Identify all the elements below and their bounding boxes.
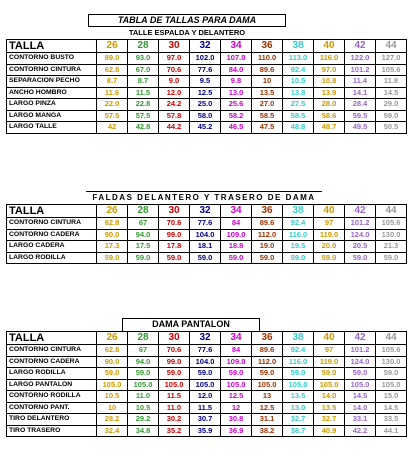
measure-value-cell: 12 xyxy=(221,402,252,414)
size-header-cell: 34 xyxy=(221,40,252,53)
measure-value-cell: 17.3 xyxy=(97,241,128,253)
measure-value-cell: 119.0 xyxy=(314,229,345,241)
table-row xyxy=(7,425,407,437)
measure-value-cell: 105.0 xyxy=(314,379,345,391)
measure-value-cell: 57.8 xyxy=(159,110,190,122)
measure-label: CONTORNO CINTURA xyxy=(7,345,97,357)
talla-label: TALLA xyxy=(7,332,97,345)
measure-value-cell: 44.1 xyxy=(376,425,407,437)
measure-value-cell: 70.6 xyxy=(159,64,190,76)
measure-value-cell: 59.0 xyxy=(376,110,407,122)
measure-value-cell: 107.0 xyxy=(221,53,252,65)
measure-value-cell: 46.5 xyxy=(221,122,252,134)
measure-value-cell: 42.2 xyxy=(345,425,376,437)
measure-value-cell: 59.0 xyxy=(283,252,314,264)
measure-value-cell: 89.6 xyxy=(252,345,283,357)
measure-value-cell: 67.0 xyxy=(128,64,159,76)
measure-value-cell: 18.8 xyxy=(221,241,252,253)
table-row xyxy=(7,368,407,380)
measure-value-cell: 105.0 xyxy=(159,379,190,391)
measure-value-cell: 40.9 xyxy=(314,425,345,437)
size-table-pantalon xyxy=(6,331,407,437)
measure-value-cell: 42.8 xyxy=(128,122,159,134)
table-row xyxy=(7,99,407,111)
measure-value-cell: 42 xyxy=(97,122,128,134)
size-header-cell: 38 xyxy=(283,205,314,218)
measure-value-cell: 13.5 xyxy=(283,391,314,403)
measure-value-cell: 29.0 xyxy=(376,99,407,111)
measure-value-cell: 62.8 xyxy=(97,64,128,76)
measure-value-cell: 34.8 xyxy=(128,425,159,437)
measure-value-cell: 59.0 xyxy=(190,252,221,264)
measure-value-cell: 84.0 xyxy=(221,64,252,76)
table-row xyxy=(7,76,407,88)
measure-value-cell: 13.5 xyxy=(314,402,345,414)
measure-value-cell: 105.0 xyxy=(97,379,128,391)
measure-value-cell: 9.5 xyxy=(190,76,221,88)
measure-value-cell: 13.5 xyxy=(252,87,283,99)
measure-value-cell: 105.0 xyxy=(221,379,252,391)
table-row xyxy=(7,87,407,99)
measure-value-cell: 48.7 xyxy=(314,122,345,134)
measure-value-cell: 59.0 xyxy=(97,368,128,380)
table3-title: DAMA PANTALON xyxy=(122,318,260,331)
measure-value-cell: 58.5 xyxy=(252,110,283,122)
measure-value-cell: 104.0 xyxy=(190,229,221,241)
header-row xyxy=(7,40,407,53)
measure-value-cell: 57.5 xyxy=(128,110,159,122)
measure-label: LARGO CADERA xyxy=(7,241,97,253)
measure-value-cell: 59.0 xyxy=(314,368,345,380)
measure-value-cell: 59.0 xyxy=(159,252,190,264)
measure-value-cell: 13.9 xyxy=(314,87,345,99)
measure-value-cell: 62.8 xyxy=(97,345,128,357)
measure-value-cell: 33.1 xyxy=(345,414,376,426)
measure-value-cell: 90.0 xyxy=(97,229,128,241)
measure-value-cell: 9.0 xyxy=(159,76,190,88)
measure-value-cell: 97.0 xyxy=(314,64,345,76)
measure-value-cell: 109.0 xyxy=(221,356,252,368)
size-header-cell: 32 xyxy=(190,40,221,53)
size-header-cell: 42 xyxy=(345,332,376,345)
measure-label: CONTORNO BUSTO xyxy=(7,53,97,65)
measure-value-cell: 105.6 xyxy=(376,218,407,230)
measure-value-cell: 25.0 xyxy=(190,99,221,111)
measure-value-cell: 30.8 xyxy=(221,414,252,426)
measure-value-cell: 30.2 xyxy=(159,414,190,426)
table-row xyxy=(7,110,407,122)
measure-value-cell: 32.7 xyxy=(283,414,314,426)
measure-label: TIRO DELANTERO xyxy=(7,414,97,426)
size-header-cell: 26 xyxy=(97,205,128,218)
measure-value-cell: 119.0 xyxy=(314,356,345,368)
measure-value-cell: 116.0 xyxy=(283,229,314,241)
measure-value-cell: 38.2 xyxy=(252,425,283,437)
measure-value-cell: 20.5 xyxy=(345,241,376,253)
measure-value-cell: 97.0 xyxy=(159,53,190,65)
measure-value-cell: 14.1 xyxy=(345,87,376,99)
talla-label: TALLA xyxy=(7,205,97,218)
measure-value-cell: 84 xyxy=(221,345,252,357)
measure-value-cell: 97 xyxy=(314,218,345,230)
size-header-cell: 44 xyxy=(376,205,407,218)
table-row xyxy=(7,241,407,253)
measure-value-cell: 50.5 xyxy=(376,122,407,134)
size-header-cell: 36 xyxy=(252,205,283,218)
measure-value-cell: 97 xyxy=(314,345,345,357)
table-row xyxy=(7,218,407,230)
size-table-talle xyxy=(6,39,407,134)
measure-value-cell: 104.0 xyxy=(190,356,221,368)
measure-value-cell: 92.4 xyxy=(283,218,314,230)
measure-label: TIRO TRASERO xyxy=(7,425,97,437)
measure-value-cell: 62.8 xyxy=(97,218,128,230)
measure-value-cell: 14.5 xyxy=(376,87,407,99)
measure-value-cell: 70.6 xyxy=(159,218,190,230)
measure-value-cell: 45.2 xyxy=(190,122,221,134)
size-header-cell: 28 xyxy=(128,40,159,53)
measure-label: CONTORNO CINTURA xyxy=(7,64,97,76)
measure-value-cell: 10 xyxy=(97,402,128,414)
size-header-cell: 42 xyxy=(345,40,376,53)
table1-title: TABLA DE TALLAS PARA DAMA xyxy=(88,14,286,27)
size-header-cell: 30 xyxy=(159,205,190,218)
size-header-cell: 30 xyxy=(159,332,190,345)
measure-value-cell: 67 xyxy=(128,345,159,357)
measure-value-cell: 109.0 xyxy=(221,229,252,241)
measure-value-cell: 31.1 xyxy=(252,414,283,426)
measure-value-cell: 94.0 xyxy=(128,356,159,368)
measure-value-cell: 14.5 xyxy=(376,402,407,414)
measure-value-cell: 127.0 xyxy=(376,53,407,65)
measure-value-cell: 59.0 xyxy=(283,368,314,380)
header-row xyxy=(7,205,407,218)
measure-value-cell: 28.4 xyxy=(345,99,376,111)
table-row xyxy=(7,379,407,391)
measure-value-cell: 77.6 xyxy=(190,64,221,76)
measure-value-cell: 59.0 xyxy=(97,252,128,264)
measure-value-cell: 99.0 xyxy=(159,356,190,368)
measure-value-cell: 10.5 xyxy=(128,402,159,414)
size-header-cell: 38 xyxy=(283,40,314,53)
size-table-faldas xyxy=(6,204,407,264)
measure-value-cell: 59.0 xyxy=(376,252,407,264)
measure-value-cell: 9.8 xyxy=(221,76,252,88)
measure-value-cell: 11.5 xyxy=(128,87,159,99)
table-row xyxy=(7,122,407,134)
measure-value-cell: 12.5 xyxy=(221,391,252,403)
measure-value-cell: 27.0 xyxy=(252,99,283,111)
measure-value-cell: 12.5 xyxy=(252,402,283,414)
measure-value-cell: 57.5 xyxy=(97,110,128,122)
measure-label: CONTORNO CINTURA xyxy=(7,218,97,230)
measure-label: SEPARACION PECHO xyxy=(7,76,97,88)
measure-value-cell: 10 xyxy=(252,76,283,88)
measure-value-cell: 59.0 xyxy=(221,368,252,380)
size-header-cell: 42 xyxy=(345,205,376,218)
size-header-cell: 36 xyxy=(252,332,283,345)
measure-value-cell: 105.0 xyxy=(252,379,283,391)
measure-value-cell: 25.6 xyxy=(221,99,252,111)
measure-value-cell: 8.7 xyxy=(97,76,128,88)
measure-label: CONTORNO PANT. xyxy=(7,402,97,414)
measure-value-cell: 19.5 xyxy=(283,241,314,253)
table-row xyxy=(7,345,407,357)
measure-value-cell: 18.1 xyxy=(190,241,221,253)
measure-value-cell: 116.0 xyxy=(314,53,345,65)
measure-label: LARGO RODILLA xyxy=(7,368,97,380)
measure-value-cell: 105.0 xyxy=(190,379,221,391)
measure-value-cell: 28.0 xyxy=(314,99,345,111)
measure-value-cell: 22.0 xyxy=(97,99,128,111)
size-header-cell: 38 xyxy=(283,332,314,345)
measure-value-cell: 102.0 xyxy=(190,53,221,65)
size-header-cell: 36 xyxy=(252,40,283,53)
measure-value-cell: 59.0 xyxy=(128,368,159,380)
measure-value-cell: 17.8 xyxy=(159,241,190,253)
measure-value-cell: 58.5 xyxy=(283,110,314,122)
measure-value-cell: 130.0 xyxy=(376,356,407,368)
measure-value-cell: 36.9 xyxy=(221,425,252,437)
size-header-cell: 34 xyxy=(221,332,252,345)
measure-value-cell: 29.2 xyxy=(128,414,159,426)
measure-value-cell: 12.0 xyxy=(159,87,190,99)
measure-value-cell: 11.5 xyxy=(159,391,190,403)
size-header-cell: 40 xyxy=(314,40,345,53)
measure-value-cell: 11.0 xyxy=(128,391,159,403)
measure-value-cell: 59.0 xyxy=(345,252,376,264)
measure-value-cell: 105.0 xyxy=(283,379,314,391)
measure-value-cell: 89.6 xyxy=(252,218,283,230)
measure-label: CONTORNO CADERA xyxy=(7,229,97,241)
measure-label: LARGO PINZA xyxy=(7,99,97,111)
measure-value-cell: 14.5 xyxy=(345,391,376,403)
table-row xyxy=(7,252,407,264)
measure-value-cell: 13.8 xyxy=(283,87,314,99)
measure-value-cell: 122.0 xyxy=(345,53,376,65)
measure-value-cell: 14.0 xyxy=(345,402,376,414)
measure-value-cell: 14.0 xyxy=(314,391,345,403)
measure-value-cell: 59.0 xyxy=(345,368,376,380)
measure-value-cell: 59.0 xyxy=(128,252,159,264)
measure-value-cell: 32.7 xyxy=(314,414,345,426)
measure-value-cell: 58.2 xyxy=(221,110,252,122)
measure-value-cell: 101.2 xyxy=(345,345,376,357)
size-header-cell: 32 xyxy=(190,332,221,345)
measure-value-cell: 33.5 xyxy=(376,414,407,426)
table-row xyxy=(7,229,407,241)
measure-value-cell: 101.2 xyxy=(345,64,376,76)
size-header-cell: 30 xyxy=(159,40,190,53)
size-header-cell: 40 xyxy=(314,332,345,345)
measure-value-cell: 10.5 xyxy=(283,76,314,88)
measure-value-cell: 58.6 xyxy=(314,110,345,122)
measure-value-cell: 49.5 xyxy=(345,122,376,134)
measure-value-cell: 59.0 xyxy=(314,252,345,264)
measure-value-cell: 116.0 xyxy=(283,356,314,368)
measure-value-cell: 59.0 xyxy=(376,368,407,380)
measure-value-cell: 17.5 xyxy=(128,241,159,253)
measure-value-cell: 105.0 xyxy=(376,379,407,391)
table-row xyxy=(7,414,407,426)
measure-value-cell: 21.3 xyxy=(376,241,407,253)
talla-label: TALLA xyxy=(7,40,97,53)
measure-value-cell: 11.4 xyxy=(345,76,376,88)
measure-value-cell: 93.0 xyxy=(128,53,159,65)
table-row xyxy=(7,391,407,403)
measure-value-cell: 35.9 xyxy=(190,425,221,437)
measure-value-cell: 30.7 xyxy=(190,414,221,426)
measure-value-cell: 11.0 xyxy=(159,402,190,414)
measure-value-cell: 59.0 xyxy=(159,368,190,380)
measure-value-cell: 11.8 xyxy=(376,76,407,88)
size-header-cell: 44 xyxy=(376,40,407,53)
measure-value-cell: 124.0 xyxy=(345,356,376,368)
measure-value-cell: 13.0 xyxy=(283,402,314,414)
measure-value-cell: 94.0 xyxy=(128,229,159,241)
measure-value-cell: 113.0 xyxy=(283,53,314,65)
measure-value-cell: 67 xyxy=(128,218,159,230)
measure-value-cell: 105.6 xyxy=(376,64,407,76)
measure-label: LARGO RODILLA xyxy=(7,252,97,264)
measure-value-cell: 27.5 xyxy=(283,99,314,111)
table-row xyxy=(7,356,407,368)
measure-value-cell: 13.0 xyxy=(221,87,252,99)
measure-value-cell: 89.0 xyxy=(97,53,128,65)
measure-value-cell: 8.7 xyxy=(128,76,159,88)
measure-value-cell: 10.5 xyxy=(97,391,128,403)
measure-value-cell: 92.4 xyxy=(283,345,314,357)
measure-value-cell: 130.0 xyxy=(376,229,407,241)
measure-label: CONTORNO RODILLA xyxy=(7,391,97,403)
measure-value-cell: 48.8 xyxy=(283,122,314,134)
measure-value-cell: 58.0 xyxy=(190,110,221,122)
measure-value-cell: 32.4 xyxy=(97,425,128,437)
measure-value-cell: 11.5 xyxy=(190,402,221,414)
measure-value-cell: 101.2 xyxy=(345,218,376,230)
table-row xyxy=(7,64,407,76)
measure-value-cell: 77.6 xyxy=(190,218,221,230)
measure-value-cell: 90.0 xyxy=(97,356,128,368)
measure-value-cell: 38.7 xyxy=(283,425,314,437)
measure-value-cell: 124.0 xyxy=(345,229,376,241)
measure-value-cell: 28.2 xyxy=(97,414,128,426)
measure-value-cell: 15.0 xyxy=(376,391,407,403)
measure-value-cell: 112.0 xyxy=(252,356,283,368)
table-row xyxy=(7,53,407,65)
size-header-cell: 34 xyxy=(221,205,252,218)
measure-value-cell: 105.6 xyxy=(376,345,407,357)
measure-value-cell: 112.0 xyxy=(252,229,283,241)
size-header-cell: 28 xyxy=(128,205,159,218)
measure-value-cell: 44.2 xyxy=(159,122,190,134)
measure-value-cell: 105.0 xyxy=(345,379,376,391)
measure-value-cell: 92.4 xyxy=(283,64,314,76)
measure-value-cell: 59.0 xyxy=(252,368,283,380)
measure-value-cell: 99.0 xyxy=(159,229,190,241)
measure-value-cell: 22.8 xyxy=(128,99,159,111)
table-row xyxy=(7,402,407,414)
measure-value-cell: 10.8 xyxy=(314,76,345,88)
measure-value-cell: 11.6 xyxy=(97,87,128,99)
measure-value-cell: 59.5 xyxy=(345,110,376,122)
measure-value-cell: 13 xyxy=(252,391,283,403)
measure-value-cell: 24.2 xyxy=(159,99,190,111)
size-header-cell: 40 xyxy=(314,205,345,218)
measure-value-cell: 20.0 xyxy=(314,241,345,253)
header-row xyxy=(7,332,407,345)
measure-value-cell: 59.0 xyxy=(190,368,221,380)
measure-value-cell: 59.0 xyxy=(221,252,252,264)
size-header-cell: 26 xyxy=(97,332,128,345)
measure-label: LARGO TALLE xyxy=(7,122,97,134)
size-header-cell: 28 xyxy=(128,332,159,345)
table1-subtitle: TALLE ESPALDA Y DELANTERO xyxy=(128,28,246,37)
measure-value-cell: 47.5 xyxy=(252,122,283,134)
measure-label: LARGO PANTALON xyxy=(7,379,97,391)
measure-value-cell: 35.2 xyxy=(159,425,190,437)
measure-value-cell: 105.0 xyxy=(128,379,159,391)
measure-value-cell: 89.6 xyxy=(252,64,283,76)
measure-value-cell: 19.0 xyxy=(252,241,283,253)
measure-value-cell: 110.0 xyxy=(252,53,283,65)
measure-label: ANCHO HOMBRO xyxy=(7,87,97,99)
measure-value-cell: 12.0 xyxy=(190,391,221,403)
table2-title: FALDAS DELANTERO Y TRASERO DE DAMA xyxy=(86,191,322,204)
measure-value-cell: 70.6 xyxy=(159,345,190,357)
measure-value-cell: 84 xyxy=(221,218,252,230)
size-header-cell: 32 xyxy=(190,205,221,218)
measure-label: LARGO MANGA xyxy=(7,110,97,122)
measure-value-cell: 77.6 xyxy=(190,345,221,357)
size-header-cell: 26 xyxy=(97,40,128,53)
measure-value-cell: 12.5 xyxy=(190,87,221,99)
measure-value-cell: 59.0 xyxy=(252,252,283,264)
measure-label: CONTORNO CADERA xyxy=(7,356,97,368)
size-header-cell: 44 xyxy=(376,332,407,345)
